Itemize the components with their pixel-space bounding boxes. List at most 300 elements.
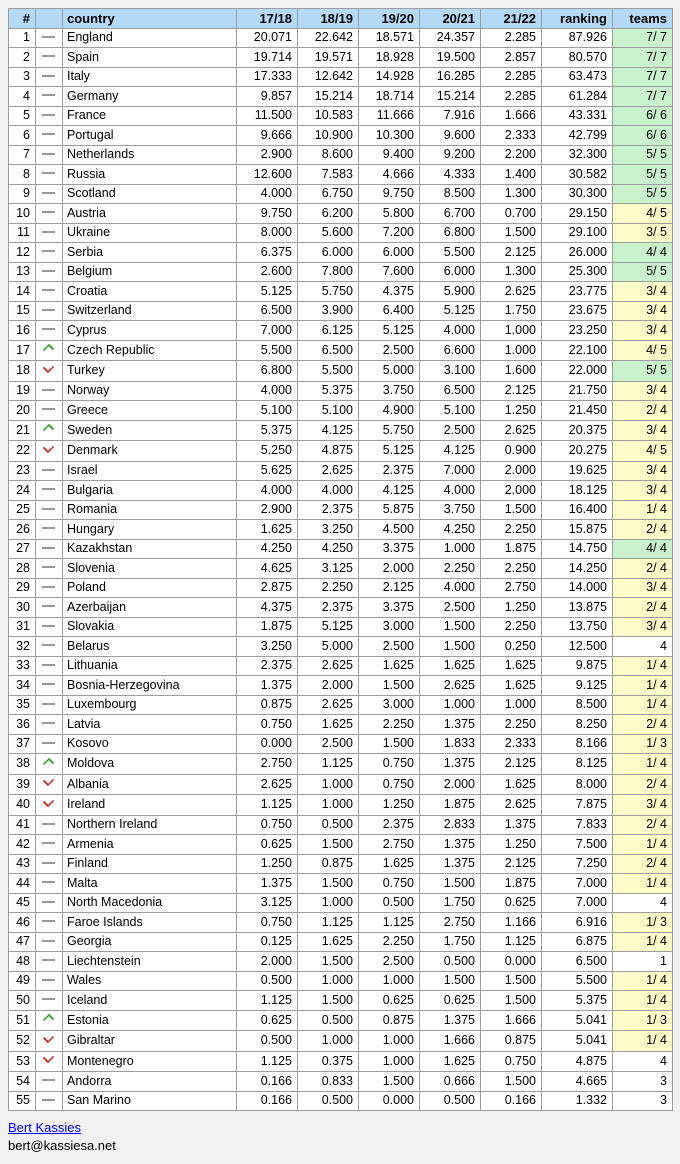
table-row bbox=[9, 262, 673, 282]
table-row bbox=[9, 87, 673, 107]
country-cell: North Macedonia bbox=[63, 893, 237, 913]
season-value-cell-19-20: 4.666 bbox=[359, 165, 420, 185]
season-value-cell-20-21: 1.500 bbox=[420, 617, 481, 637]
teams-cell: 4/ 5 bbox=[613, 441, 673, 462]
season-value-cell-19-20: 1.000 bbox=[359, 971, 420, 991]
ranking-cell: 29.100 bbox=[542, 223, 613, 243]
season-value-cell-20-21: 19.500 bbox=[420, 48, 481, 68]
no-change-icon bbox=[42, 469, 55, 471]
no-change-icon bbox=[42, 703, 55, 705]
season-value-cell-18-19: 5.500 bbox=[298, 361, 359, 382]
movement-cell bbox=[36, 854, 63, 874]
movement-cell bbox=[36, 106, 63, 126]
rank-cell: 5 bbox=[9, 106, 36, 126]
country-cell: Ukraine bbox=[63, 223, 237, 243]
season-value-cell-18-19: 0.500 bbox=[298, 1091, 359, 1111]
teams-cell: 5/ 5 bbox=[613, 145, 673, 165]
up-arrow-icon bbox=[43, 424, 55, 436]
season-value-cell-21-22: 1.750 bbox=[481, 301, 542, 321]
season-value-cell-17-18: 1.250 bbox=[237, 854, 298, 874]
country-cell: Kazakhstan bbox=[63, 539, 237, 559]
season-value-cell-20-21: 0.500 bbox=[420, 1091, 481, 1111]
rank-cell: 6 bbox=[9, 126, 36, 146]
table-row bbox=[9, 874, 673, 894]
teams-cell: 7/ 7 bbox=[613, 48, 673, 68]
season-value-cell-20-21: 16.285 bbox=[420, 67, 481, 87]
country-cell: Montenegro bbox=[63, 1051, 237, 1072]
table-row bbox=[9, 637, 673, 657]
ranking-cell: 26.000 bbox=[542, 243, 613, 263]
movement-cell bbox=[36, 87, 63, 107]
season-value-cell-18-19: 1.500 bbox=[298, 952, 359, 972]
country-cell: Norway bbox=[63, 381, 237, 401]
season-value-cell-21-22: 1.400 bbox=[481, 165, 542, 185]
table-row bbox=[9, 656, 673, 676]
no-change-icon bbox=[42, 55, 55, 57]
season-value-cell-17-18: 4.000 bbox=[237, 381, 298, 401]
movement-cell bbox=[36, 282, 63, 302]
season-value-cell-21-22: 2.750 bbox=[481, 578, 542, 598]
teams-cell: 5/ 5 bbox=[613, 165, 673, 185]
movement-cell bbox=[36, 301, 63, 321]
season-value-cell-21-22: 1.250 bbox=[481, 598, 542, 618]
country-cell: Estonia bbox=[63, 1010, 237, 1031]
rank-cell: 40 bbox=[9, 795, 36, 816]
season-value-cell-18-19: 7.800 bbox=[298, 262, 359, 282]
rank-cell: 32 bbox=[9, 637, 36, 657]
rank-cell: 16 bbox=[9, 321, 36, 341]
season-value-cell-20-21: 1.500 bbox=[420, 971, 481, 991]
season-value-cell-21-22: 1.500 bbox=[481, 1072, 542, 1092]
season-value-cell-18-19: 0.875 bbox=[298, 854, 359, 874]
country-cell: Latvia bbox=[63, 715, 237, 735]
movement-cell bbox=[36, 1010, 63, 1031]
season-value-cell-21-22: 2.625 bbox=[481, 795, 542, 816]
movement-cell bbox=[36, 893, 63, 913]
no-change-icon bbox=[42, 94, 55, 96]
table-row bbox=[9, 854, 673, 874]
ranking-cell: 7.833 bbox=[542, 815, 613, 835]
rank-cell: 49 bbox=[9, 971, 36, 991]
rank-cell: 45 bbox=[9, 893, 36, 913]
teams-cell: 3/ 4 bbox=[613, 578, 673, 598]
season-value-cell-19-20: 2.000 bbox=[359, 559, 420, 579]
teams-cell: 1/ 4 bbox=[613, 874, 673, 894]
season-value-cell-17-18: 0.166 bbox=[237, 1072, 298, 1092]
country-cell: Gibraltar bbox=[63, 1031, 237, 1052]
ranking-cell: 23.775 bbox=[542, 282, 613, 302]
movement-cell bbox=[36, 695, 63, 715]
rank-cell: 17 bbox=[9, 340, 36, 361]
season-value-cell-20-21: 1.375 bbox=[420, 854, 481, 874]
season-value-cell-21-22: 1.166 bbox=[481, 913, 542, 933]
header-ranking: ranking bbox=[542, 9, 613, 29]
movement-cell bbox=[36, 734, 63, 754]
season-value-cell-17-18: 6.800 bbox=[237, 361, 298, 382]
rank-cell: 33 bbox=[9, 656, 36, 676]
movement-cell bbox=[36, 1051, 63, 1072]
season-value-cell-20-21: 1.500 bbox=[420, 637, 481, 657]
movement-cell bbox=[36, 971, 63, 991]
no-change-icon bbox=[42, 605, 55, 607]
country-cell: Scotland bbox=[63, 184, 237, 204]
ranking-cell: 7.875 bbox=[542, 795, 613, 816]
season-value-cell-21-22: 1.500 bbox=[481, 223, 542, 243]
table-row bbox=[9, 1051, 673, 1072]
season-value-cell-18-19: 7.583 bbox=[298, 165, 359, 185]
table-row bbox=[9, 361, 673, 382]
season-value-cell-21-22: 1.625 bbox=[481, 676, 542, 696]
season-value-cell-20-21: 1.000 bbox=[420, 695, 481, 715]
ranking-cell: 30.582 bbox=[542, 165, 613, 185]
no-change-icon bbox=[42, 742, 55, 744]
ranking-cell: 21.450 bbox=[542, 401, 613, 421]
no-change-icon bbox=[42, 722, 55, 724]
table-row bbox=[9, 754, 673, 775]
season-value-cell-21-22: 2.200 bbox=[481, 145, 542, 165]
season-value-cell-21-22: 1.500 bbox=[481, 971, 542, 991]
season-value-cell-18-19: 1.125 bbox=[298, 754, 359, 775]
season-value-cell-17-18: 0.000 bbox=[237, 734, 298, 754]
rank-cell: 35 bbox=[9, 695, 36, 715]
movement-cell bbox=[36, 223, 63, 243]
country-cell: Malta bbox=[63, 874, 237, 894]
teams-cell: 2/ 4 bbox=[613, 598, 673, 618]
season-value-cell-21-22: 0.625 bbox=[481, 893, 542, 913]
season-value-cell-19-20: 0.500 bbox=[359, 893, 420, 913]
country-cell: Greece bbox=[63, 401, 237, 421]
movement-cell bbox=[36, 340, 63, 361]
season-value-cell-17-18: 2.000 bbox=[237, 952, 298, 972]
teams-cell: 1/ 4 bbox=[613, 656, 673, 676]
country-cell: Russia bbox=[63, 165, 237, 185]
teams-cell: 3/ 4 bbox=[613, 420, 673, 441]
season-value-cell-18-19: 10.583 bbox=[298, 106, 359, 126]
season-value-cell-18-19: 6.500 bbox=[298, 340, 359, 361]
country-cell: Serbia bbox=[63, 243, 237, 263]
season-value-cell-17-18: 0.500 bbox=[237, 971, 298, 991]
season-value-cell-17-18: 20.071 bbox=[237, 28, 298, 48]
season-value-cell-21-22: 2.125 bbox=[481, 854, 542, 874]
season-value-cell-17-18: 5.500 bbox=[237, 340, 298, 361]
country-cell: Hungary bbox=[63, 520, 237, 540]
season-value-cell-21-22: 1.666 bbox=[481, 106, 542, 126]
country-cell: Poland bbox=[63, 578, 237, 598]
season-value-cell-21-22: 1.000 bbox=[481, 340, 542, 361]
teams-cell: 1/ 4 bbox=[613, 695, 673, 715]
season-value-cell-20-21: 1.375 bbox=[420, 1010, 481, 1031]
season-value-cell-18-19: 22.642 bbox=[298, 28, 359, 48]
season-value-cell-19-20: 5.800 bbox=[359, 204, 420, 224]
season-value-cell-20-21: 15.214 bbox=[420, 87, 481, 107]
no-change-icon bbox=[42, 309, 55, 311]
teams-cell: 2/ 4 bbox=[613, 854, 673, 874]
season-value-cell-17-18: 2.375 bbox=[237, 656, 298, 676]
season-value-cell-17-18: 2.900 bbox=[237, 145, 298, 165]
teams-cell: 5/ 5 bbox=[613, 184, 673, 204]
ranking-cell: 87.926 bbox=[542, 28, 613, 48]
country-cell: Moldova bbox=[63, 754, 237, 775]
no-change-icon bbox=[42, 920, 55, 922]
teams-cell: 3/ 4 bbox=[613, 381, 673, 401]
movement-cell bbox=[36, 500, 63, 520]
table-row bbox=[9, 481, 673, 501]
season-value-cell-20-21: 1.750 bbox=[420, 893, 481, 913]
season-value-cell-20-21: 6.600 bbox=[420, 340, 481, 361]
movement-cell bbox=[36, 67, 63, 87]
no-change-icon bbox=[42, 192, 55, 194]
up-arrow-icon bbox=[43, 1014, 55, 1026]
teams-cell: 1/ 3 bbox=[613, 913, 673, 933]
season-value-cell-21-22: 0.875 bbox=[481, 1031, 542, 1052]
country-cell: France bbox=[63, 106, 237, 126]
season-value-cell-19-20: 18.928 bbox=[359, 48, 420, 68]
coefficient-table bbox=[8, 8, 673, 1111]
season-value-cell-19-20: 1.625 bbox=[359, 656, 420, 676]
table-row bbox=[9, 1091, 673, 1111]
season-value-cell-17-18: 0.625 bbox=[237, 1010, 298, 1031]
season-value-cell-17-18: 7.000 bbox=[237, 321, 298, 341]
season-value-cell-20-21: 8.500 bbox=[420, 184, 481, 204]
season-value-cell-17-18: 0.750 bbox=[237, 715, 298, 735]
teams-cell: 3/ 5 bbox=[613, 223, 673, 243]
ranking-cell: 6.875 bbox=[542, 932, 613, 952]
season-value-cell-20-21: 4.000 bbox=[420, 481, 481, 501]
rank-cell: 50 bbox=[9, 991, 36, 1011]
movement-cell bbox=[36, 48, 63, 68]
no-change-icon bbox=[42, 133, 55, 135]
season-value-cell-21-22: 1.625 bbox=[481, 656, 542, 676]
movement-cell bbox=[36, 204, 63, 224]
header-season-21-22: 21/22 bbox=[481, 9, 542, 29]
season-value-cell-19-20: 0.750 bbox=[359, 754, 420, 775]
season-value-cell-20-21: 0.625 bbox=[420, 991, 481, 1011]
season-value-cell-18-19: 2.000 bbox=[298, 676, 359, 696]
country-cell: Slovakia bbox=[63, 617, 237, 637]
season-value-cell-20-21: 9.200 bbox=[420, 145, 481, 165]
season-value-cell-19-20: 1.625 bbox=[359, 854, 420, 874]
rank-cell: 18 bbox=[9, 361, 36, 382]
movement-cell bbox=[36, 243, 63, 263]
season-value-cell-18-19: 8.600 bbox=[298, 145, 359, 165]
season-value-cell-21-22: 1.125 bbox=[481, 932, 542, 952]
ranking-cell: 61.284 bbox=[542, 87, 613, 107]
table-row bbox=[9, 184, 673, 204]
season-value-cell-18-19: 5.100 bbox=[298, 401, 359, 421]
table-row bbox=[9, 1010, 673, 1031]
rank-cell: 22 bbox=[9, 441, 36, 462]
movement-cell bbox=[36, 676, 63, 696]
no-change-icon bbox=[42, 250, 55, 252]
no-change-icon bbox=[42, 270, 55, 272]
teams-cell: 3/ 4 bbox=[613, 481, 673, 501]
season-value-cell-20-21: 5.900 bbox=[420, 282, 481, 302]
movement-cell bbox=[36, 1072, 63, 1092]
country-cell: Armenia bbox=[63, 835, 237, 855]
table-row bbox=[9, 106, 673, 126]
season-value-cell-20-21: 2.750 bbox=[420, 913, 481, 933]
movement-cell bbox=[36, 815, 63, 835]
country-cell: Austria bbox=[63, 204, 237, 224]
header-season-20-21: 20/21 bbox=[420, 9, 481, 29]
season-value-cell-19-20: 0.875 bbox=[359, 1010, 420, 1031]
season-value-cell-18-19: 5.600 bbox=[298, 223, 359, 243]
season-value-cell-20-21: 6.500 bbox=[420, 381, 481, 401]
season-value-cell-18-19: 1.500 bbox=[298, 991, 359, 1011]
teams-cell: 2/ 4 bbox=[613, 520, 673, 540]
season-value-cell-21-22: 1.600 bbox=[481, 361, 542, 382]
season-value-cell-19-20: 2.375 bbox=[359, 815, 420, 835]
ranking-cell: 23.250 bbox=[542, 321, 613, 341]
ranking-cell: 8.125 bbox=[542, 754, 613, 775]
country-cell: Czech Republic bbox=[63, 340, 237, 361]
rank-cell: 24 bbox=[9, 481, 36, 501]
teams-cell: 2/ 4 bbox=[613, 559, 673, 579]
season-value-cell-17-18: 19.714 bbox=[237, 48, 298, 68]
season-value-cell-21-22: 2.625 bbox=[481, 282, 542, 302]
table-row bbox=[9, 204, 673, 224]
ranking-cell: 7.000 bbox=[542, 893, 613, 913]
ranking-cell: 23.675 bbox=[542, 301, 613, 321]
author-link[interactable]: Bert Kassies bbox=[8, 1120, 81, 1135]
rank-cell: 21 bbox=[9, 420, 36, 441]
ranking-cell: 25.300 bbox=[542, 262, 613, 282]
down-arrow-icon bbox=[43, 441, 55, 453]
ranking-cell: 7.500 bbox=[542, 835, 613, 855]
teams-cell: 1/ 4 bbox=[613, 971, 673, 991]
ranking-cell: 20.375 bbox=[542, 420, 613, 441]
season-value-cell-20-21: 0.666 bbox=[420, 1072, 481, 1092]
table-row bbox=[9, 48, 673, 68]
season-value-cell-19-20: 6.000 bbox=[359, 243, 420, 263]
ranking-cell: 14.000 bbox=[542, 578, 613, 598]
header-row bbox=[9, 9, 673, 29]
movement-cell bbox=[36, 361, 63, 382]
table-row bbox=[9, 578, 673, 598]
season-value-cell-17-18: 2.600 bbox=[237, 262, 298, 282]
teams-cell: 3/ 4 bbox=[613, 461, 673, 481]
season-value-cell-19-20: 18.714 bbox=[359, 87, 420, 107]
teams-cell: 5/ 5 bbox=[613, 361, 673, 382]
table-row bbox=[9, 795, 673, 816]
no-change-icon bbox=[42, 901, 55, 903]
season-value-cell-21-22: 2.000 bbox=[481, 461, 542, 481]
movement-cell bbox=[36, 1031, 63, 1052]
season-value-cell-21-22: 1.000 bbox=[481, 321, 542, 341]
season-value-cell-20-21: 6.000 bbox=[420, 262, 481, 282]
season-value-cell-17-18: 1.125 bbox=[237, 795, 298, 816]
teams-cell: 3 bbox=[613, 1091, 673, 1111]
table-row bbox=[9, 734, 673, 754]
season-value-cell-19-20: 1.250 bbox=[359, 795, 420, 816]
season-value-cell-21-22: 1.250 bbox=[481, 835, 542, 855]
ranking-cell: 6.916 bbox=[542, 913, 613, 933]
season-value-cell-20-21: 1.625 bbox=[420, 656, 481, 676]
season-value-cell-18-19: 4.000 bbox=[298, 481, 359, 501]
season-value-cell-21-22: 2.125 bbox=[481, 381, 542, 401]
no-change-icon bbox=[42, 114, 55, 116]
table-row bbox=[9, 617, 673, 637]
rank-cell: 13 bbox=[9, 262, 36, 282]
rank-cell: 14 bbox=[9, 282, 36, 302]
teams-cell: 1/ 4 bbox=[613, 676, 673, 696]
rank-cell: 37 bbox=[9, 734, 36, 754]
season-value-cell-18-19: 6.750 bbox=[298, 184, 359, 204]
no-change-icon bbox=[42, 644, 55, 646]
season-value-cell-19-20: 4.375 bbox=[359, 282, 420, 302]
table-row bbox=[9, 282, 673, 302]
country-cell: Croatia bbox=[63, 282, 237, 302]
table-row bbox=[9, 991, 673, 1011]
season-value-cell-21-22: 2.333 bbox=[481, 734, 542, 754]
ranking-cell: 1.332 bbox=[542, 1091, 613, 1111]
season-value-cell-18-19: 5.375 bbox=[298, 381, 359, 401]
no-change-icon bbox=[42, 979, 55, 981]
teams-cell: 3 bbox=[613, 1072, 673, 1092]
season-value-cell-20-21: 0.500 bbox=[420, 952, 481, 972]
rank-cell: 29 bbox=[9, 578, 36, 598]
season-value-cell-21-22: 2.000 bbox=[481, 481, 542, 501]
table-row bbox=[9, 145, 673, 165]
season-value-cell-17-18: 2.750 bbox=[237, 754, 298, 775]
rank-cell: 28 bbox=[9, 559, 36, 579]
season-value-cell-20-21: 7.916 bbox=[420, 106, 481, 126]
season-value-cell-19-20: 1.125 bbox=[359, 913, 420, 933]
season-value-cell-17-18: 4.000 bbox=[237, 184, 298, 204]
no-change-icon bbox=[42, 940, 55, 942]
movement-cell bbox=[36, 835, 63, 855]
season-value-cell-17-18: 3.250 bbox=[237, 637, 298, 657]
rank-cell: 20 bbox=[9, 401, 36, 421]
no-change-icon bbox=[42, 508, 55, 510]
country-cell: Italy bbox=[63, 67, 237, 87]
movement-cell bbox=[36, 126, 63, 146]
no-change-icon bbox=[42, 289, 55, 291]
ranking-cell: 14.750 bbox=[542, 539, 613, 559]
table-row bbox=[9, 932, 673, 952]
season-value-cell-17-18: 1.375 bbox=[237, 676, 298, 696]
season-value-cell-21-22: 1.300 bbox=[481, 184, 542, 204]
rank-cell: 47 bbox=[9, 932, 36, 952]
teams-cell: 1/ 4 bbox=[613, 754, 673, 775]
country-cell: England bbox=[63, 28, 237, 48]
season-value-cell-20-21: 1.625 bbox=[420, 1051, 481, 1072]
teams-cell: 4/ 5 bbox=[613, 340, 673, 361]
rank-cell: 10 bbox=[9, 204, 36, 224]
season-value-cell-18-19: 1.000 bbox=[298, 795, 359, 816]
season-value-cell-20-21: 9.600 bbox=[420, 126, 481, 146]
table-row bbox=[9, 461, 673, 481]
no-change-icon bbox=[42, 36, 55, 38]
season-value-cell-20-21: 1.500 bbox=[420, 874, 481, 894]
header-rank: # bbox=[9, 9, 36, 29]
country-cell: Romania bbox=[63, 500, 237, 520]
ranking-cell: 22.100 bbox=[542, 340, 613, 361]
no-change-icon bbox=[42, 211, 55, 213]
no-change-icon bbox=[42, 527, 55, 529]
table-row bbox=[9, 815, 673, 835]
country-cell: Ireland bbox=[63, 795, 237, 816]
teams-cell: 6/ 6 bbox=[613, 106, 673, 126]
season-value-cell-21-22: 2.250 bbox=[481, 520, 542, 540]
season-value-cell-19-20: 3.375 bbox=[359, 539, 420, 559]
teams-cell: 7/ 7 bbox=[613, 67, 673, 87]
season-value-cell-19-20: 0.000 bbox=[359, 1091, 420, 1111]
table-row bbox=[9, 774, 673, 795]
ranking-cell: 16.400 bbox=[542, 500, 613, 520]
season-value-cell-18-19: 0.375 bbox=[298, 1051, 359, 1072]
movement-cell bbox=[36, 262, 63, 282]
